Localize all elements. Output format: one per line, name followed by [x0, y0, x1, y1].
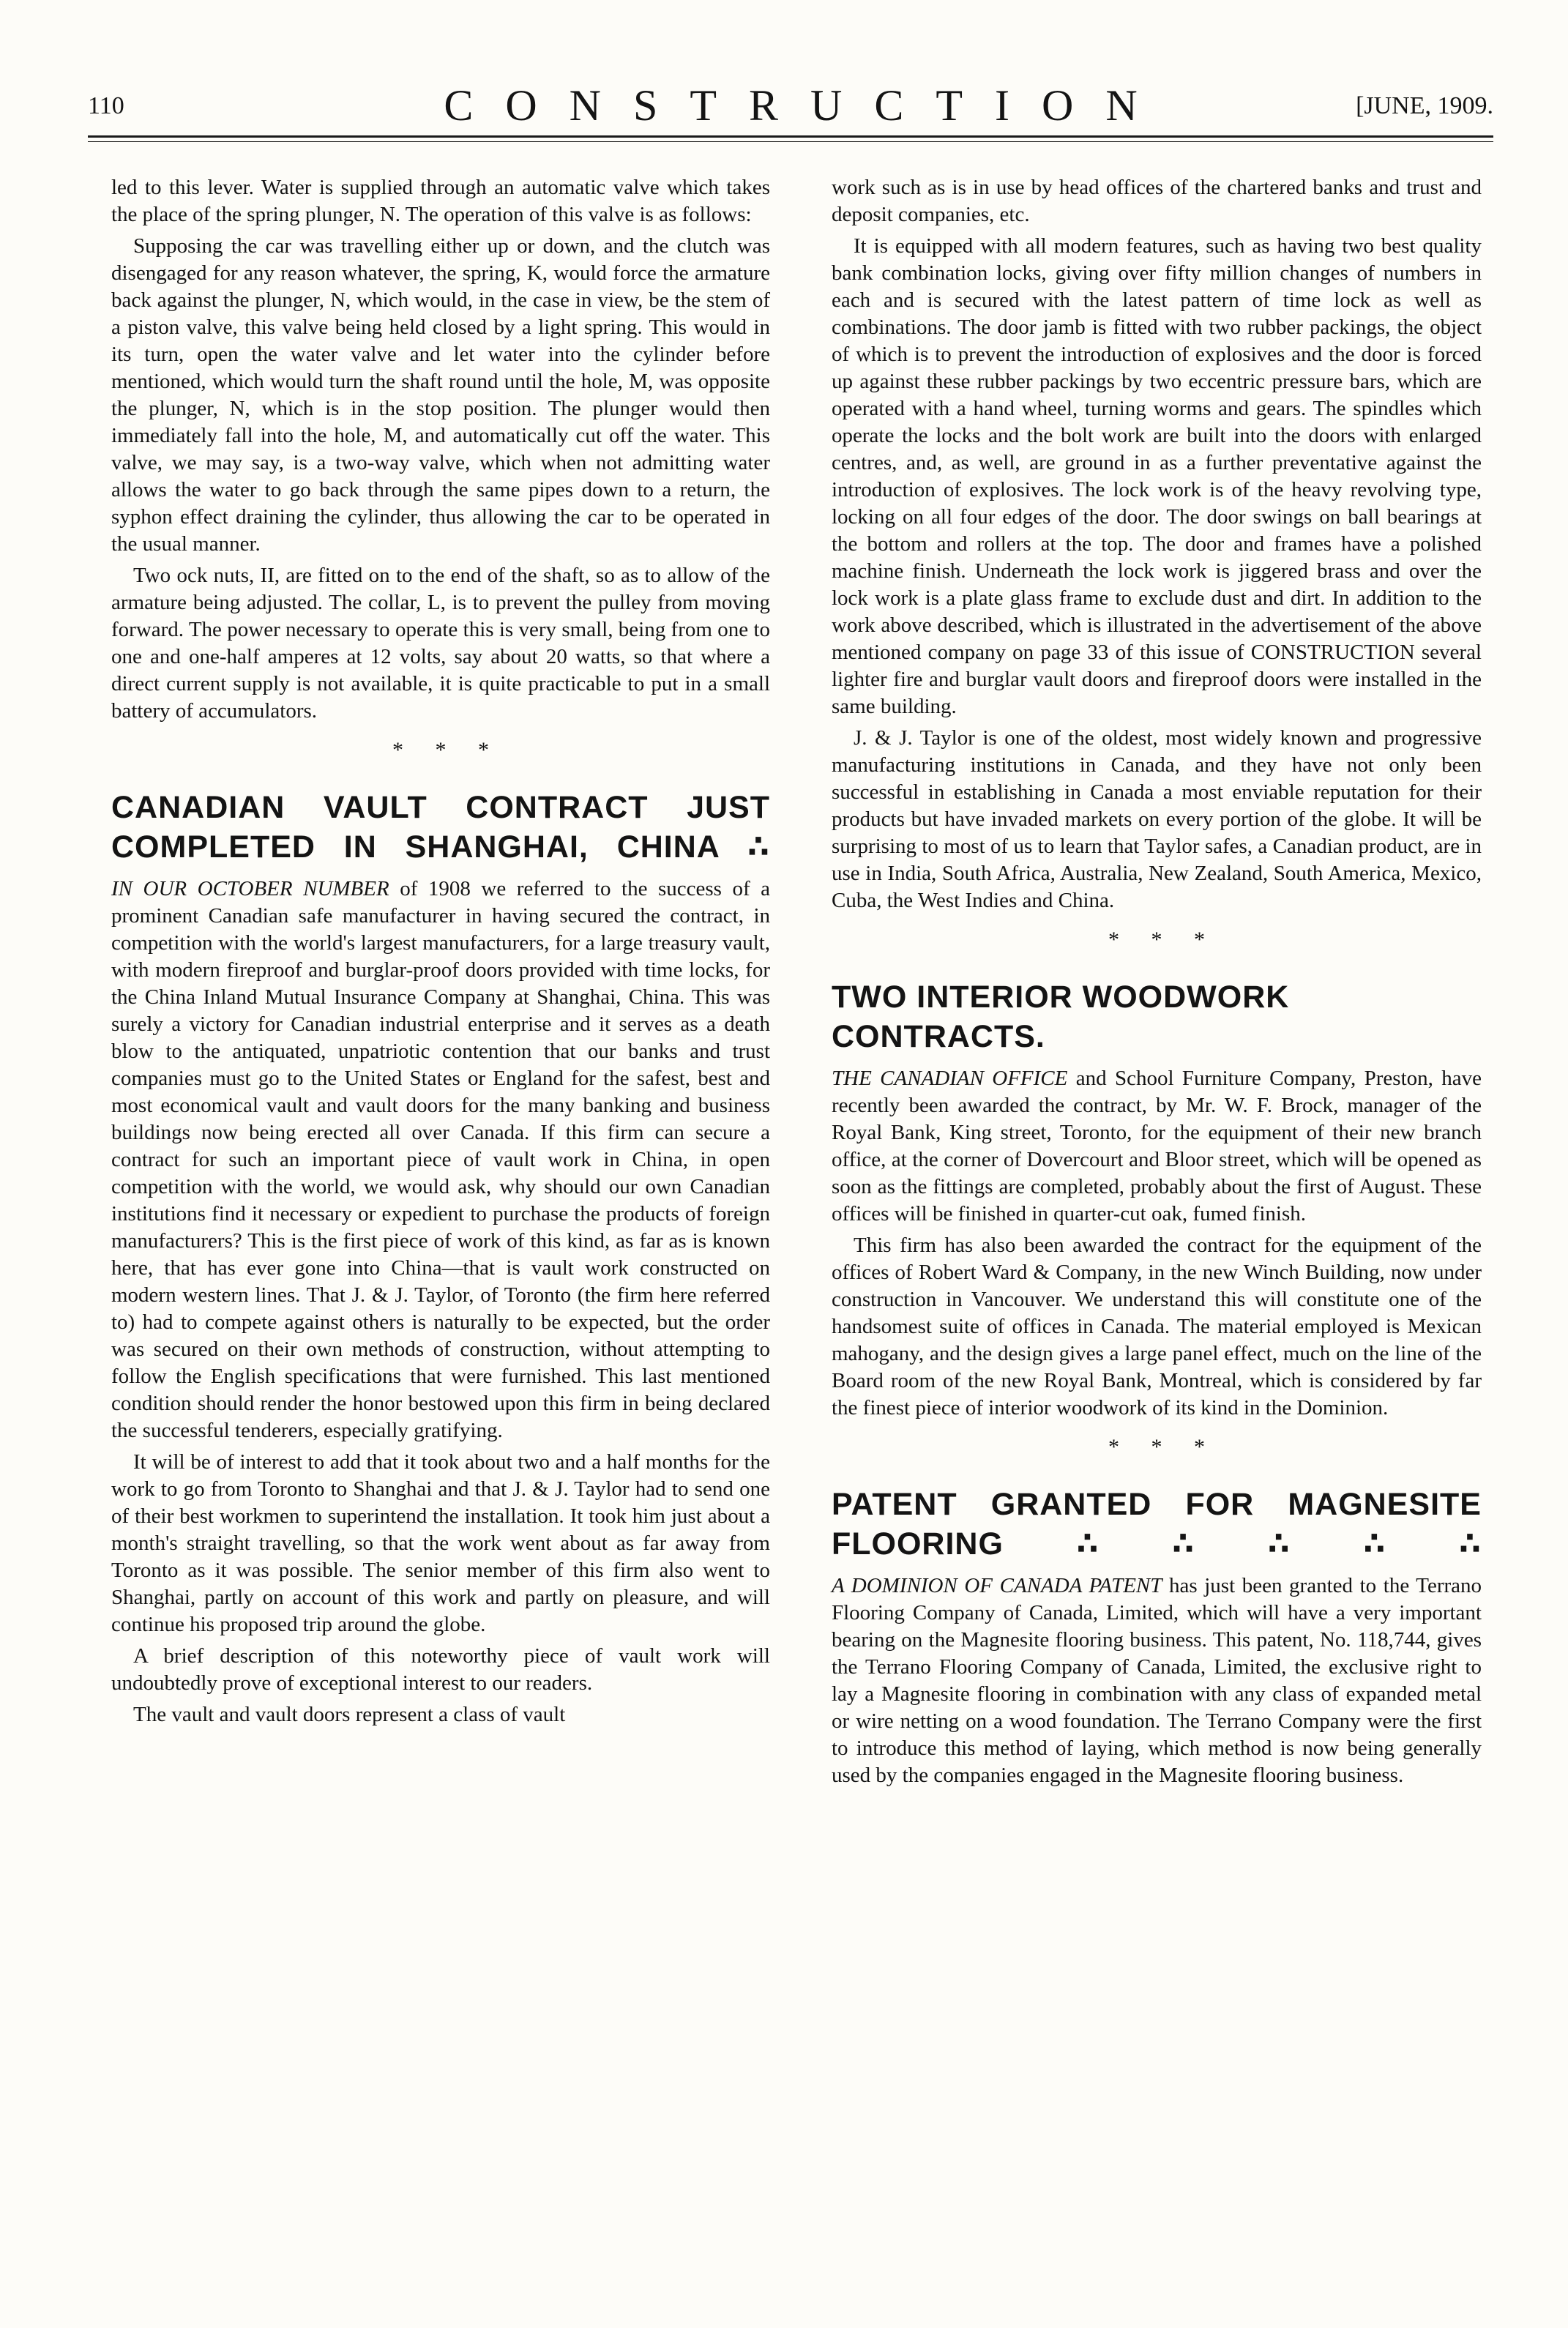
issue-date: [JUNE, 1909. [1356, 92, 1493, 119]
woodwork-para-1-text: and School Furniture Company, Preston, have recently been awarded the contract, by Mr. W. F. Brock, manager of the Royal Bank, King street, Toronto, for the equipment of their new branch office, at the corner of Dovercourt and Bloor street, which will be opened as soon as the fittings are completed, probably about the first of August. These offices will be finished in quarter-cut oak, fumed finish. [832, 1067, 1482, 1225]
vault-para-4: The vault and vault doors represent a class of vault [133, 1703, 566, 1726]
elevator-para-3: Two ock nuts, II, are fitted on to the end of the shaft, so as to allow of the armature being adjusted. The collar, L, is to prevent the pulley from moving forward. The power necessary to operate this is very small, being from one to one and one-half amperes at 12 volts, say about 20 watts, so that where a direct current supply is not available, it is quite practicable to put in a small battery of accumulators. [111, 564, 770, 723]
vault-para-3: A brief description of this noteworthy piece of vault work will undoubtedly prove of exceptional interest to our readers. [111, 1644, 770, 1695]
vault-cont-para-3: J. & J. Taylor is one of the oldest, most widely known and progressive manufacturing institutions in Canada, and they have not only been successful in establishing in Canada a most enviable reputation for their products but have invaded markets on every portion of the globe. It will be surprising to most of us to learn that Taylor safes, a Canadian product, are in use in India, South Africa, Australia, New Zealand, South America, Mexico, Cuba, the West Indies and China. [832, 726, 1482, 912]
vault-cont-para-2: It is equipped with all modern features, such as having two best quality bank combination locks, giving over fifty million changes of numbers in each and is secured with the latest pattern of time lock as well as combinations. The door jamb is fitted with two rubber packings, the object of which is to prevent the introduction of explosives and the door is forced up against these rubber packings by two eccentric pressure bars, which are operated with a hand wheel, turning worms and gears. The spindles which operate the locks and the bolt work are built into the doors with enlarged centres, and, as well, are ground in as a further preventative against the introduction of explosives. The lock work is of the heavy revolving type, locking on all four edges of the door. The door swings on ball bearings at the bottom and rollers at the top. The door and frames have a polished machine finish. Underneath the lock work is jiggered brass and over the lock work is a plate glass frame to exclude dust and dirt. In addition to the work above described, which is illustrated in the advertisement of the above mentioned company on page 33 of this issue of CONSTRUCTION several lighter fire and burglar vault doors and fireproof doors were installed in the same building. [832, 234, 1482, 718]
woodwork-para-2: This firm has also been awarded the contract for the equipment of the offices of Robert Ward & Company, in the new Winch Building, now under construction in Vancouver. We understand this will constitute one of the handsomest suite of offices in Canada. The material employed is Mexican mahogany, and the design gives a large panel effect, much on the line of the Board room of the new Royal Bank, Montreal, which is considered by far the finest piece of interior woodwork of its kind in the Dominion. [832, 1234, 1482, 1419]
vault-para-1 [111, 876, 770, 1444]
right-column [832, 174, 1482, 1794]
vault-para-2: It will be of interest to add that it took about two and a half months for the work to go from Toronto to Shanghai and that J. & J. Taylor had to send one of their best workmen to superintend the installation. It took him just about a month's straight travelling, so that the work went about as far away from Toronto as it was possible. The senior member of this firm also went to Shanghai, partly on account of this work and partly on pleasure, and will continue his proposed trip around the globe. [111, 1450, 770, 1636]
section-divider: * * * [1108, 1435, 1218, 1459]
vault-para-1-text: of 1908 we referred to the success of a prominent Canadian safe manufacturer in having secured the contract, in competition with the world's largest manufacturers, for a large treasury vault, with modern fireproof and burglar-proof doors provided with time locks, for the China Inland Mutual Insurance Company at Shanghai, China. This was surely a victory for Canadian industrial enterprise and it serves as a death blow to the antiquated, unpatriotic contention that our banks and trust companies must go to the United States or England for the safest, best and most economical vault and vault doors for the many banking and business buildings now being erected all over Canada. If this firm can secure a contract for such an important piece of vault work in China, in open competition with the world, we would ask, why should our own Canadian institutions find it necessary or expedient to purchase the products of foreign manufacturers? This is the first piece of work of this kind, as far as is known here, that has ever gone into China—that is vault work constructed on modern western lines. That J. & J. Taylor, of Toronto (the firm here referred to) had to compete against others is naturally to be expected, but the order was secured on their own methods of construction, without attempting to follow the English specifications that were furnished. This last mentioned condition should render the honor bestowed upon this firm in being declared the successful tenderers, especially gratifying. [111, 877, 770, 1442]
elevator-para-2: Supposing the car was travelling either up or down, and the clutch was disengaged for any reason whatever, the spring, K, would force the armature back against the plunger, N, which would, in the case in view, be the stem of a piston valve, this valve being held closed by a light spring. This would in its turn, open the water valve and let water into the cylinder before mentioned, which would turn the shaft round until the hole, M, was opposite the plunger, N, which is in the stop position. The plunger would then immediately fall into the hole, M, and automatically cut off the water. This valve, we may say, is a two-way valve, which when not admitting water allows the water to go back through the same pipes down to a return, the syphon effect draining the cylinder, thus allowing the car to be operated in the usual manner. [111, 234, 770, 556]
section-divider: * * * [392, 738, 502, 762]
patent-lead: A DOMINION OF CANADA PATENT [832, 1574, 1162, 1597]
patent-para-1 [832, 1572, 1482, 1789]
elevator-para-1: led to this lever. Water is supplied through an automatic valve which takes the place of the spring plunger, N. The operation of this valve is as follows: [111, 176, 770, 226]
woodwork-lead: THE CANADIAN OFFICE [832, 1067, 1068, 1090]
header-rule-thick [88, 135, 1493, 138]
woodwork-para-1 [832, 1065, 1482, 1228]
page-header [88, 81, 1493, 139]
vault-cont-para-1: work such as is in use by head offices of the chartered banks and trust and deposit companies, etc. [832, 176, 1482, 226]
woodwork-article-heading: TWO INTERIOR WOODWORK CONTRACTS. [832, 980, 1290, 1054]
patent-article-heading: PATENT GRANTED FOR MAGNESITE FLOORING ∴ ∴ ∴ ∴ ∴ [832, 1487, 1482, 1562]
header-rule-thin [88, 141, 1493, 142]
vault-lead: IN OUR OCTOBER NUMBER [111, 877, 389, 900]
vault-article-heading: CANADIAN VAULT CONTRACT JUST COMPLETED IN SHANGHAI, CHINA ∴ [111, 790, 770, 865]
journal-title: CONSTRUCTION [444, 81, 1170, 130]
section-divider: * * * [1108, 928, 1218, 952]
patent-para-1-text: has just been granted to the Terrano Flooring Company of Canada, Limited, which will have a very important bearing on the Magnesite flooring business. This patent, No. 118,744, gives the Terrano Flooring Company of Canada, Limited, the exclusive right to lay a Magnesite flooring in combination with any class of expanded metal or wire netting on a wood foundation. The Terrano Company were the first to introduce this method of laying, which method is now being generally used by the companies engaged in the Magnesite flooring business. [832, 1574, 1482, 1787]
left-column [111, 174, 770, 1733]
page-number: 110 [88, 92, 124, 119]
